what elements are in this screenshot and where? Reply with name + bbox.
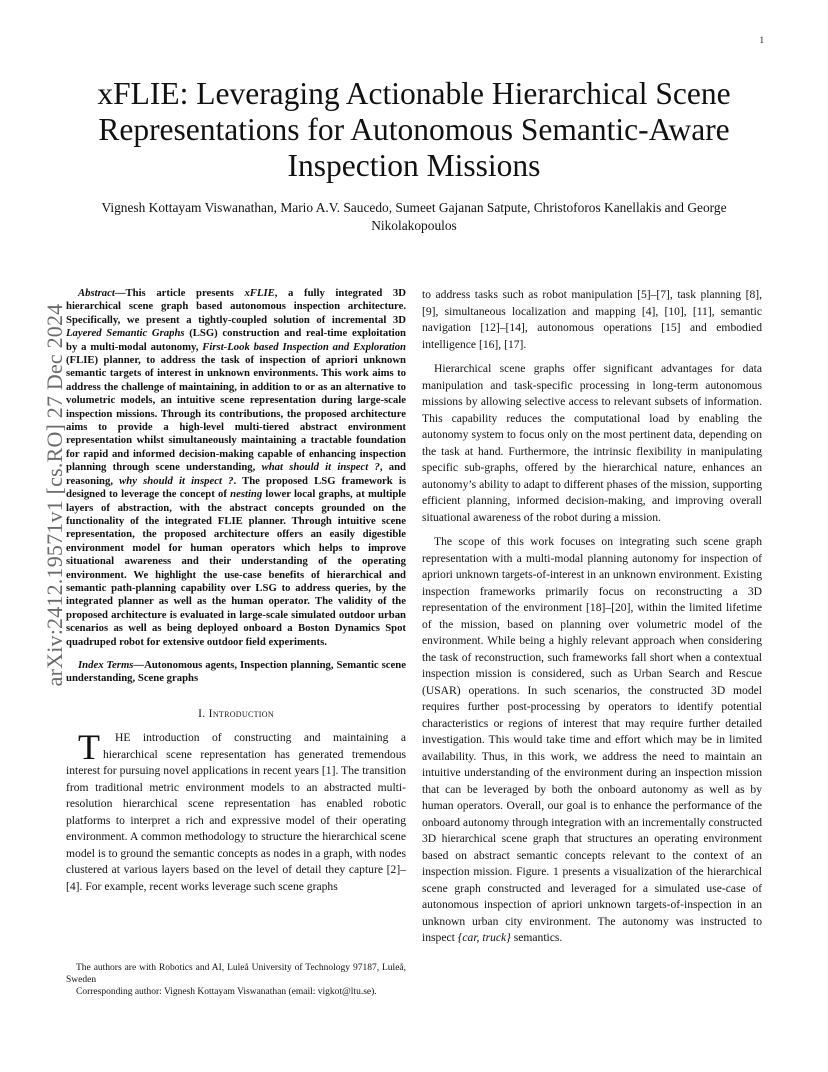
abstract-text: . The proposed LSG framework is designed to leverage the concept of xyxy=(66,474,406,501)
abstract-emph: what should it inspect ? xyxy=(261,461,380,474)
math-expression: {car, truck} xyxy=(457,931,511,944)
abstract-emph: Layered Semantic Graphs xyxy=(66,327,185,340)
abstract-text: , and reasoning, xyxy=(66,461,407,487)
left-column xyxy=(66,287,406,895)
footnote xyxy=(66,962,406,998)
section-title: Introduction xyxy=(208,706,274,720)
abstract-emph: why should it inspect ? xyxy=(119,474,234,487)
abstract-text: —This article presents xyxy=(114,287,245,299)
paragraph xyxy=(422,534,762,947)
paragraph: Hierarchical scene graphs offer significant advantages for data manipulation and task-specific processing in long-term autonomous missions by allowing selective access to relevant subsets of information. This capability reduces the computational load by enabling the autonomy system to focus only on the most pertinent data, depending on the task at hand. Furthermore, the intrinsic flexibility in manipulating specific sub-graphs, offered by the hierarchical nature, enhances an autonomy’s ability to adapt to different phases of the mission, supporting efficient planning, informed decision-making, and improving overall situational awareness of the robot during a mission. xyxy=(422,362,762,524)
abstract-text: , a fully integrated 3D hierarchical scene graph based autonomous inspection architecture. Specifically, we present a tightly-coupled solution of incremental 3D xyxy=(66,287,406,326)
footnote-affiliation: The authors are with Robotics and AI, Luleå University of Technology 97187, Luleå, Sweden xyxy=(66,963,406,985)
arxiv-stamp-text: arXiv:2412.19571v1 [cs.RO] 27 Dec 2024 xyxy=(42,303,67,687)
arxiv-stamp xyxy=(14,280,67,710)
abstract-label: Abstract xyxy=(78,287,115,299)
abstract xyxy=(66,287,406,649)
index-terms xyxy=(66,659,406,686)
intro-paragraph xyxy=(66,727,407,895)
paper-title: xFLIE: Leveraging Actionable Hierarchical Scene Representations for Autonomous Semantic-Aware Inspection Missions xyxy=(97,76,731,183)
paragraph: to address tasks such as robot manipulation [5]–[7], task planning [8], [9], simultaneous localization and mapping [4], [10], [11], semantic navigation [12]–[14], autonomous operations [15] and embodied intelligence [16], [17]. xyxy=(422,288,762,351)
abstract-emph: xFLIE xyxy=(244,287,275,299)
drop-cap: T xyxy=(78,727,100,768)
abstract-emph: nesting xyxy=(230,488,263,501)
abstract-emph: First-Look based Inspection and Exploration xyxy=(202,340,406,353)
section-heading xyxy=(66,706,406,723)
page-number: 1 xyxy=(759,35,764,45)
abstract-text: (FLIE) planner, to address the task of inspection of apriori unknown semantic targets of interest in unknown environments. This work aims to address the challenge of maintaining, in addition to or as an alternative to volumetric models, an intuitive scene representation during large-scale inspection missions. Through its contributions, the proposed architecture aims to provide a high-level multi-tiered abstract environment representation whilst simultaneously maintaining a tractable foundation for rapid and informed decision-making capable of enhancing inspection planning through scene understanding, xyxy=(66,354,406,474)
paragraph-text: The scope of this work focuses on integrating such scene graph representation with a multi-modal planning autonomy for inspection of apriori unknown targets-of-interest in an unknown environment. Existing inspection frameworks primarily focus on reconstructing a 3D representation of the environment [18]–[20], within the limited lifetime of the mission, based on planning over volumetric model of the environment. While being a highly relevant approach when considering the task of reconstruction, such frameworks fall short when a contextual inspection mission is considered, such as Urban Search and Rescue (USAR) operations. In such scenarios, the constructed 3D model requires further post-processing by operators to identify potential characteristics or regions of interest that may require further detailed investigation. This would take time and effort which may be in limited availability. Thus, in this work, we address the need to maintain an intuitive understanding of the environment during an inspection mission that can be leveraged by both the onboard autonomy as well as by human operators. Overall, our goal is to enhance the performance of the onboard autonomy through integration with an incrementally constructed 3D hierarchical scene graph that structures an operating environment based on abstract semantic concepts relevant to the context of an inspection mission. Figure. 1 presents a visualization of the hierarchical scene graph constructed and leveraged for a simulated use-case of autonomous inspection of apriori unknown targets-of-inspection in an unknown urban city environment. The autonomy was instructed to inspect xyxy=(422,535,762,944)
abstract-text: (LSG) construction and real-time exploitation by a multi-modal autonomy, xyxy=(66,327,406,353)
paragraph-text: semantics. xyxy=(510,931,563,944)
abstract-text: lower local graphs, at multiple layers of abstraction, with the abstract concepts grounded on the functionality of the integrated FLIE planner. Through intuitive scene representation, the proposed architecture offers an easily digestible environment model for human operators which helps to improve situational awareness and their understanding of the operating environment. We highlight the use-case benefits of hierarchical and semantic path-planning capability over LSG to address queries, by the integrated planner as well as the human operator. The validity of the proposed architecture is evaluated in large-scale simulated outdoor urban scenarios as well as being deployed onboard a Boston Dynamics Spot quadruped robot for extensive outdoor field experiments. xyxy=(66,488,407,648)
right-column xyxy=(422,287,762,947)
intro-text: HE introduction of constructing and maintaining a hierarchical scene representation has generated tremendous interest for pursuing novel applications in recent years [1]. The transition from traditional metric environment models to an abstracted multi-resolution hierarchical scene representation has enabled robotic platforms to interpret a rich and expressive model of their operating environment. A common methodology to structure the hierarchical scene model is to ground the semantic concepts as nodes in a graph, with nodes clustered at various layers based on the level of detail they capture [2]–[4]. For example, recent works leverage such scene graphs xyxy=(66,731,407,893)
footnote-correspondence: Corresponding author: Vignesh Kottayam Viswanathan (email: vigkot@ltu.se). xyxy=(76,987,377,997)
section-numeral: I. xyxy=(198,706,206,720)
author-list: Vignesh Kottayam Viswanathan, Mario A.V. Saucedo, Sumeet Gajanan Satpute, Christoforos Kanellakis and George Nikolakopoulos xyxy=(101,200,727,233)
index-terms-label: Index Terms xyxy=(78,658,134,671)
index-terms-text: —Autonomous agents, Inspection planning, Semantic scene understanding, Scene graphs xyxy=(66,658,406,685)
